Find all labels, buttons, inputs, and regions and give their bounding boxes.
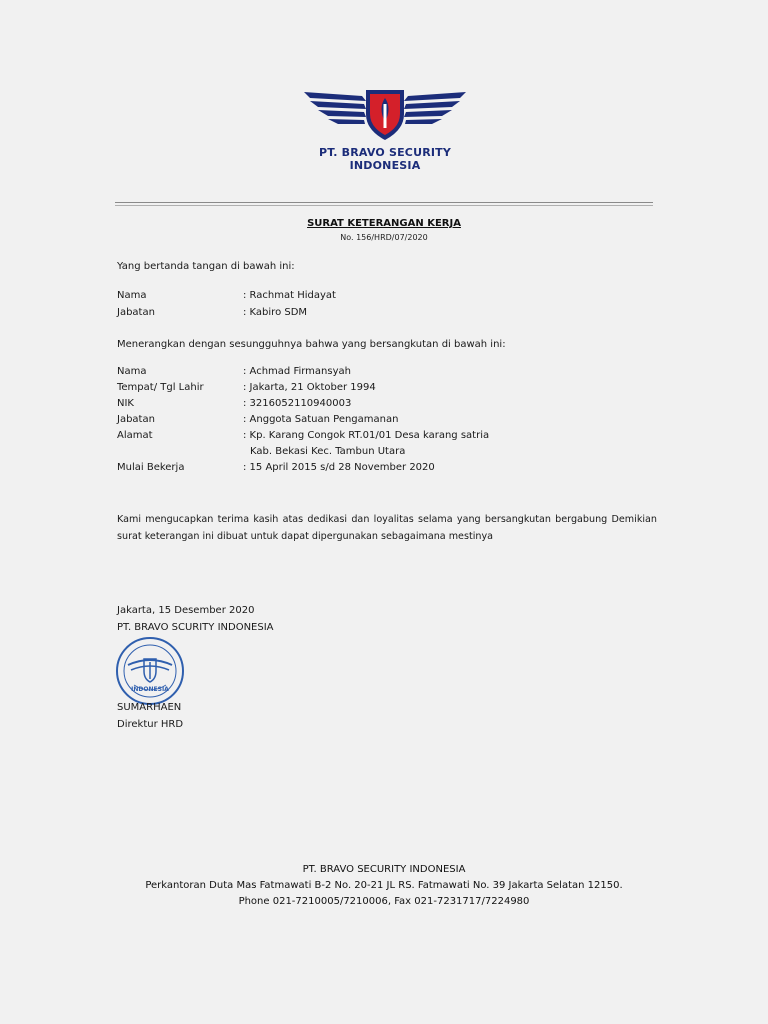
employee-position-value: : Anggota Satuan Pengamanan	[243, 414, 399, 425]
signer-position-label: Jabatan	[117, 307, 155, 318]
signer-position-value: : Kabiro SDM	[243, 307, 308, 318]
company-logo	[300, 86, 470, 172]
employee-address-label: Alamat	[117, 430, 153, 441]
document-title: SURAT KETERANGAN KERJA	[307, 218, 461, 229]
winged-shield-logo-icon	[300, 86, 470, 146]
document-number: No. 156/HRD/07/2020	[340, 233, 428, 242]
employee-work-value: : 15 April 2015 s/d 28 November 2020	[243, 462, 435, 473]
header-divider-secondary	[115, 205, 653, 206]
intro-text: Yang bertanda tangan di bawah ini:	[117, 261, 295, 272]
employee-nik-label: NIK	[117, 398, 134, 409]
employee-name-label: Nama	[117, 366, 147, 377]
employee-nik-value: : 3216052110940003	[243, 398, 352, 409]
employee-birth-label: Tempat/ Tgl Lahir	[117, 382, 204, 393]
signer-name-value: : Rachmat Hidayat	[243, 290, 336, 301]
signature-company-name: PT. BRAVO SCURITY INDONESIA	[117, 622, 274, 633]
statement-text: Menerangkan dengan sesungguhnya bahwa yang bersangkutan di bawah ini:	[117, 339, 506, 350]
employee-position-label: Jabatan	[117, 414, 155, 425]
logo-company-name: PT. BRAVO SECURITY INDONESIA	[318, 146, 452, 172]
closing-paragraph: Kami mengucapkan terima kasih atas dedikasi dan loyalitas selama yang bersangkutan bergabung Demikian surat keterangan ini dibuat untuk dapat dipergunakan sebagaimana mestinya	[117, 514, 657, 542]
employee-name-value: : Achmad Firmansyah	[243, 366, 351, 377]
employee-work-label: Mulai Bekerja	[117, 462, 185, 473]
place-date: Jakarta, 15 Desember 2020	[117, 605, 255, 616]
stamp-text: INDONESIA	[131, 686, 169, 693]
header-divider	[115, 202, 653, 203]
signer-name-label: Nama	[117, 290, 147, 301]
footer-phone: Phone 021-7210005/7210006, Fax 021-7231717/7224980	[238, 896, 530, 907]
footer-address: Perkantoran Duta Mas Fatmawati B-2 No. 20-21 JL RS. Fatmawati No. 39 Jakarta Selatan 12150.	[145, 880, 623, 891]
employee-address-line2: Kab. Bekasi Kec. Tambun Utara	[250, 446, 406, 457]
employee-address-line1: : Kp. Karang Congok RT.01/01 Desa karang satria	[243, 430, 490, 441]
footer-company: PT. BRAVO SECURITY INDONESIA	[302, 864, 466, 875]
signatory-title: Direktur HRD	[117, 719, 184, 730]
company-stamp	[114, 635, 186, 707]
signatory-name: SUMARHAEN	[117, 702, 182, 713]
employee-birth-value: : Jakarta, 21 Oktober 1994	[243, 382, 376, 393]
stamp-seal-icon	[114, 635, 186, 707]
